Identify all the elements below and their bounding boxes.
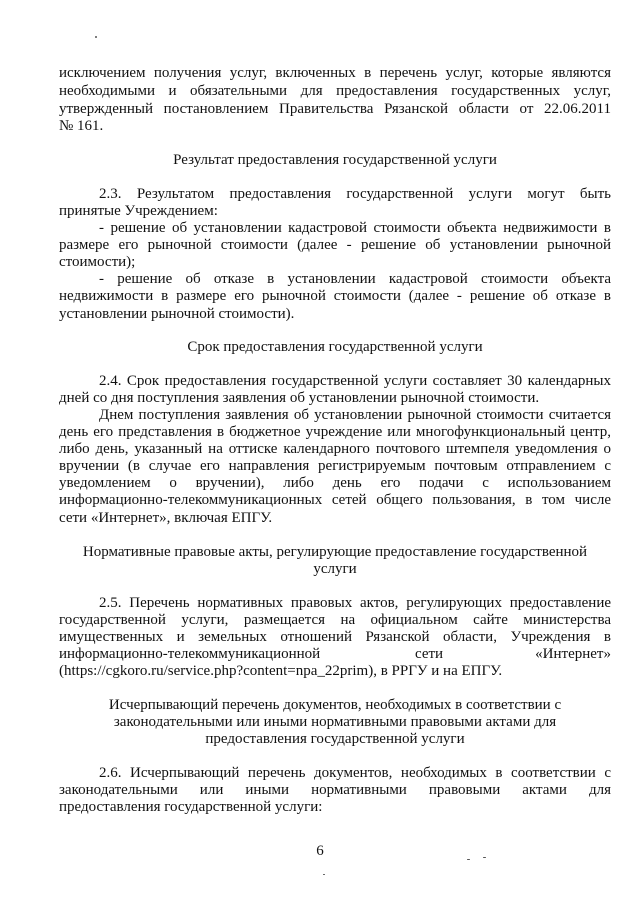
text-line: день его представления в бюджетное учреждение или многофункциональный центр, bbox=[59, 424, 611, 440]
text-line: Днем поступления заявления об установлении рыночной стоимости считается bbox=[99, 407, 611, 423]
text-line: уведомлением о вручении), либо день его подачи с использованием bbox=[59, 475, 611, 491]
text-line: информационно-телекоммуникационных сетей общего пользования, в том числе bbox=[59, 492, 611, 508]
text-line: размере его рыночной стоимости (далее - решение об установлении рыночной bbox=[59, 237, 611, 253]
text-line: исключением получения услуг, включенных в перечень услуг, которые являются bbox=[59, 65, 611, 81]
scan-speck bbox=[323, 874, 325, 875]
text-line: имущественных и земельных отношений Рязанской области, Учреждения в bbox=[59, 629, 611, 645]
scan-speck bbox=[95, 36, 97, 38]
text-line: (https://cgkoro.ru/service.php?content=npa_22prim), в РРГУ и на ЕПГУ. bbox=[59, 663, 503, 679]
text-line: установлении рыночной стоимости). bbox=[59, 306, 295, 322]
section-heading: Срок предоставления государственной услуги bbox=[187, 339, 483, 355]
text-line: сети «Интернет», включая ЕПГУ. bbox=[59, 510, 273, 526]
text-line: законодательными или иными нормативными правовыми актами для bbox=[59, 782, 611, 798]
section-heading: предоставления государственной услуги bbox=[205, 731, 465, 747]
text-line: № 161. bbox=[59, 118, 104, 134]
text-line: недвижимости в размере его рыночной стоимости (далее - решение об отказе в bbox=[59, 288, 611, 304]
text-line: необходимыми и обязательными для предоставления государственных услуг, bbox=[59, 83, 611, 99]
section-heading: Результат предоставления государственной услуги bbox=[173, 152, 497, 168]
section-heading: Исчерпывающий перечень документов, необходимых в соответствии с bbox=[108, 697, 562, 713]
page-number: 6 bbox=[316, 843, 324, 859]
text-line: - решение об установлении кадастровой стоимости объекта недвижимости в bbox=[99, 220, 611, 236]
text-line: - решение об отказе в установлении кадастровой стоимости объекта bbox=[99, 271, 611, 287]
section-heading: Нормативные правовые акты, регулирующие предоставление государственной bbox=[82, 544, 588, 560]
text-line: принятые Учреждением: bbox=[59, 203, 218, 219]
text-line: «Интернет» bbox=[535, 646, 611, 662]
section-heading: законодательными или иными нормативными правовыми актами для bbox=[113, 714, 557, 730]
text-line: вручении (в случае его направления регистрируемым почтовым отправлением с bbox=[59, 458, 611, 474]
text-line: 2.4. Срок предоставления государственной услуги составляет 30 календарных bbox=[99, 373, 611, 389]
text-line: утвержденный постановлением Правительства Рязанской области от 22.06.2011 bbox=[59, 101, 611, 117]
text-line: дней со дня поступления заявления об установлении рыночной стоимости. bbox=[59, 390, 540, 406]
text-line: сети bbox=[415, 646, 444, 662]
text-line: стоимости); bbox=[59, 254, 136, 270]
text-line: предоставления государственной услуги: bbox=[59, 799, 323, 815]
text-line: информационно-телекоммуникационной bbox=[59, 646, 321, 662]
text-line: либо день, указанный на оттиске календарного почтового штемпеля уведомления о bbox=[59, 441, 611, 457]
text-line: 2.3. Результатом предоставления государственной услуги могут быть bbox=[99, 186, 611, 202]
section-heading: услуги bbox=[313, 561, 357, 577]
text-line: 2.6. Исчерпывающий перечень документов, необходимых в соответствии с bbox=[99, 765, 611, 781]
text-line: 2.5. Перечень нормативных правовых актов, регулирующих предоставление bbox=[99, 595, 611, 611]
text-line: государственной услуги, размещается на официальном сайте министерства bbox=[59, 612, 611, 628]
